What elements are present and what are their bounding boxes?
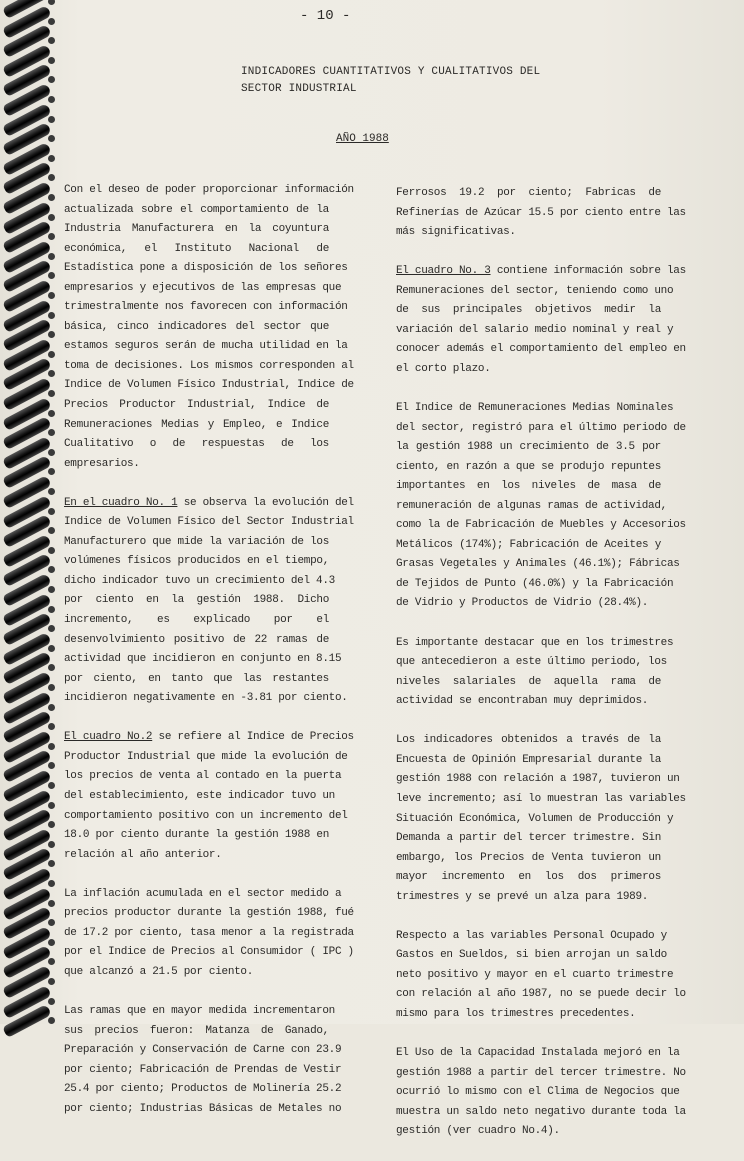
paragraph — [64, 181, 354, 474]
text-line: Situación Económica, Volumen de Producción y — [396, 812, 674, 825]
text-line: Con el deseo de poder proporcionar información — [64, 184, 354, 196]
text-line: Remuneraciones Medias y Empleo, e Indice — [64, 418, 329, 431]
line-text: se observa la evolución del — [177, 496, 354, 509]
text-line: desenvolvimiento positivo de 22 ramas de — [64, 633, 329, 646]
text-line: empresarios. — [64, 457, 140, 470]
text-line: El Indice de Remuneraciones Medias Nominales — [396, 402, 674, 415]
text-line: trimestres y se prevé un alza para 1989. — [396, 890, 649, 903]
punch-hole — [48, 174, 55, 181]
text-line: gestión 1988 a partir del tercer trimestre. No — [396, 1066, 686, 1079]
table-reference: El cuadro No. 3 — [396, 265, 491, 278]
text-line: del sector, registró para el último periodo de — [396, 421, 686, 434]
text-line: de Tejidos de Punto (46.0%) y la Fabricación — [396, 577, 674, 590]
year-heading: AÑO 1988 — [336, 133, 389, 145]
text-line: Es importante destacar que en los trimestres — [396, 636, 674, 649]
punch-hole — [48, 390, 55, 397]
text-line: precios productor durante la gestión 1988, fué — [64, 907, 354, 920]
paragraph — [396, 1044, 686, 1142]
punch-hole — [48, 449, 55, 456]
paragraph — [396, 184, 686, 243]
punch-hole — [48, 135, 55, 142]
punch-hole — [48, 527, 55, 534]
text-line: Indice de Volumen Físico del Sector Industrial — [64, 516, 354, 529]
punch-hole — [48, 331, 55, 338]
punch-hole — [48, 958, 55, 965]
text-line: conocer además el comportamiento del empleo en — [396, 343, 686, 356]
text-line: de sus principales objetivos medir la — [396, 304, 661, 317]
paragraph — [64, 1002, 342, 1119]
text-line: como la de Fabricación de Muebles y Accesorios — [396, 519, 686, 532]
punch-hole — [48, 37, 55, 44]
punch-hole — [48, 351, 55, 358]
punch-hole — [48, 155, 55, 162]
punch-hole — [48, 860, 55, 867]
text-line: que antecedieron a este último periodo, los — [396, 656, 667, 669]
text-line: actividad se encontraban muy deprimidos. — [396, 695, 649, 708]
punch-hole — [48, 370, 55, 377]
text-line: La inflación acumulada en el sector medido a — [64, 887, 342, 900]
right-column — [396, 184, 686, 1161]
punch-hole — [48, 488, 55, 495]
punch-hole — [48, 410, 55, 417]
paragraph — [64, 885, 354, 983]
left-column — [64, 181, 354, 1139]
text-line: leve incremento; así lo muestran las variables — [396, 792, 686, 805]
text-line: niveles salariales de aquella rama de — [396, 675, 661, 688]
text-line: importantes en los niveles de masa de — [396, 480, 661, 493]
text-line: gestión 1988 con relación a 1987, tuvieron un — [396, 773, 680, 786]
page-number: - 10 - — [300, 8, 351, 24]
punch-hole — [48, 723, 55, 730]
text-line: Las ramas que en mayor medida incrementaron — [64, 1004, 335, 1017]
punch-hole — [48, 939, 55, 946]
table-reference: En el cuadro No. 1 — [64, 496, 178, 509]
punch-hole — [48, 880, 55, 887]
text-line: de 17.2 por ciento, tasa menor a la registrada — [64, 926, 354, 939]
spiral-binding — [0, 0, 60, 1024]
punch-hole — [48, 762, 55, 769]
text-line: el corto plazo. — [396, 362, 491, 375]
text-line: muestra un saldo neto negativo durante toda la — [396, 1105, 686, 1118]
punch-hole — [48, 253, 55, 260]
punch-hole — [48, 508, 55, 515]
text-line: variación del salario medio nominal y real y — [396, 323, 674, 336]
document-title — [241, 64, 540, 98]
text-line: incremento, es explicado por el — [64, 614, 329, 627]
text-line: remuneración de algunas ramas de actividad, — [396, 499, 667, 512]
text-line: básica, cinco indicadores del sector que — [64, 320, 329, 333]
text-line: por el Indice de Precios al Consumidor ( IPC ) — [64, 946, 354, 959]
text-line: Metálicos (174%); Fabricación de Aceites y — [396, 538, 661, 551]
punch-hole — [48, 684, 55, 691]
punch-hole — [48, 821, 55, 828]
text-line: volúmenes físicos producidos en el tiempo, — [64, 555, 329, 568]
text-line: relación al año anterior. — [64, 848, 222, 861]
punch-hole — [48, 429, 55, 436]
text-line — [64, 494, 354, 514]
text-line: que alcanzó a 21.5 por ciento. — [64, 965, 254, 978]
punch-hole — [48, 704, 55, 711]
punch-hole — [48, 900, 55, 907]
text-line: sus precios fueron: Matanza de Ganado, — [64, 1024, 329, 1037]
punch-hole — [48, 1017, 55, 1024]
punch-hole — [48, 998, 55, 1005]
text-line: trimestralmente nos favorecen con información — [64, 301, 348, 314]
text-line: por ciento; Fabricación de Prendas de Vestir — [64, 1063, 342, 1076]
text-line: Estadística pone a disposición de los señores — [64, 262, 348, 275]
text-line: por ciento; Industrias Básicas de Metales no — [64, 1102, 342, 1115]
text-line: 18.0 por ciento durante la gestión 1988 en — [64, 829, 329, 842]
text-line: incidieron negativamente en -3.81 por ciento. — [64, 692, 348, 705]
text-line: del establecimiento, este indicador tuvo un — [64, 789, 335, 802]
punch-hole — [48, 57, 55, 64]
punch-hole — [48, 802, 55, 809]
text-line: Precios Productor Industrial, Indice de — [64, 399, 329, 412]
text-line: Ferrosos 19.2 por ciento; Fabricas de — [396, 187, 661, 199]
punch-hole — [48, 468, 55, 475]
punch-hole — [48, 919, 55, 926]
paragraph — [396, 731, 686, 907]
text-line: mismo para los trimestres precedentes. — [396, 1007, 636, 1020]
text-line: Indice de Volumen Físico Industrial, Indice de — [64, 379, 354, 392]
text-line: actividad que incidieron en conjunto en 8.15 — [64, 653, 342, 666]
text-line: Gastos en Sueldos, si bien arrojan un saldo — [396, 949, 667, 962]
punch-hole — [48, 233, 55, 240]
text-line: Grasas Vegetales y Animales (46.1%); Fábricas — [396, 558, 680, 571]
punch-hole — [48, 586, 55, 593]
text-line: comportamiento positivo con un incremento del — [64, 809, 348, 822]
text-line: Manufacturero que mide la variación de los — [64, 535, 329, 548]
punch-hole — [48, 978, 55, 985]
paragraph — [396, 262, 686, 379]
text-line: Preparación y Conservación de Carne con 23.9 — [64, 1044, 342, 1057]
punch-hole — [48, 116, 55, 123]
text-line: dicho indicador tuvo un crecimiento del 4.3 — [64, 574, 335, 587]
text-line: Cualitativo o de respuestas de los — [64, 438, 329, 451]
text-line: gestión (ver cuadro No.4). — [396, 1125, 560, 1138]
text-line: Demanda a partir del tercer trimestre. Sin — [396, 832, 661, 845]
text-line: ocurrió lo mismo con el Clima de Negocios que — [396, 1086, 680, 1099]
paragraph — [396, 634, 674, 712]
text-line: los precios de venta al contado en la puerta — [64, 770, 342, 783]
text-line: ciento, en razón a que se produjo repuntes — [396, 460, 661, 473]
text-line: empresarios y ejecutivos de las empresas que — [64, 281, 342, 294]
punch-hole — [48, 606, 55, 613]
punch-hole — [48, 76, 55, 83]
text-line: Los indicadores obtenidos a través de la — [396, 734, 661, 747]
punch-hole — [48, 625, 55, 632]
punch-hole — [48, 312, 55, 319]
punch-hole — [48, 96, 55, 103]
text-line — [64, 728, 354, 748]
line-text: se refiere al Indice de Precios — [152, 731, 354, 744]
punch-hole — [48, 645, 55, 652]
text-line: Industria Manufacturera en la coyuntura — [64, 223, 329, 236]
paragraph — [64, 728, 354, 865]
punch-hole — [48, 272, 55, 279]
text-line: El Uso de la Capacidad Instalada mejoró en la — [396, 1047, 680, 1060]
text-line: Respecto a las variables Personal Ocupado y — [396, 929, 667, 942]
text-line: toma de decisiones. Los mismos corresponden al — [64, 359, 354, 372]
text-line: 25.4 por ciento; Productos de Molinería 25.2 — [64, 1083, 342, 1096]
text-line: estamos seguros serán de mucha utilidad en la — [64, 340, 348, 353]
text-line: con relación al año 1987, no se puede decir lo — [396, 988, 686, 1001]
text-line — [396, 262, 686, 282]
punch-hole — [48, 841, 55, 848]
text-line: neto positivo y mayor en el cuarto trimestre — [396, 968, 674, 981]
title-line: INDICADORES CUANTITATIVOS Y CUALITATIVOS DEL — [241, 66, 541, 78]
text-line: mayor incremento en los dos primeros — [396, 871, 661, 884]
punch-hole — [48, 547, 55, 554]
text-line: Remuneraciones del sector, teniendo como uno — [396, 284, 674, 297]
text-line: económica, el Instituto Nacional de — [64, 242, 329, 255]
text-line: embargo, los Precios de Venta tuvieron un — [396, 851, 661, 864]
punch-hole — [48, 18, 55, 25]
table-reference: El cuadro No.2 — [64, 731, 153, 744]
text-line: la gestión 1988 un crecimiento de 3.5 por — [396, 441, 661, 454]
punch-hole — [48, 214, 55, 221]
punch-hole — [48, 664, 55, 671]
paragraph — [396, 399, 686, 614]
text-line: más significativas. — [396, 226, 516, 239]
paragraph — [64, 494, 354, 709]
line-text: contiene información sobre las — [490, 265, 686, 278]
punch-hole — [48, 566, 55, 573]
text-line: Encuesta de Opinión Empresarial durante la — [396, 753, 661, 766]
text-line: por ciento, en tanto que las restantes — [64, 672, 329, 685]
punch-hole — [48, 194, 55, 201]
text-line: de Vidrio y Productos de Vidrio (28.4%). — [396, 597, 649, 610]
text-line: actualizada sobre el comportamiento de la — [64, 203, 329, 216]
text-line: Productor Industrial que mide la evolución de — [64, 750, 348, 763]
text-line: por ciento en la gestión 1988. Dicho — [64, 594, 329, 607]
paragraph — [396, 927, 686, 1025]
text-line: Refinerías de Azúcar 15.5 por ciento entre las — [396, 206, 686, 219]
punch-hole — [48, 0, 55, 5]
punch-hole — [48, 782, 55, 789]
title-line: SECTOR INDUSTRIAL — [241, 83, 357, 95]
punch-hole — [48, 743, 55, 750]
punch-hole — [48, 292, 55, 299]
